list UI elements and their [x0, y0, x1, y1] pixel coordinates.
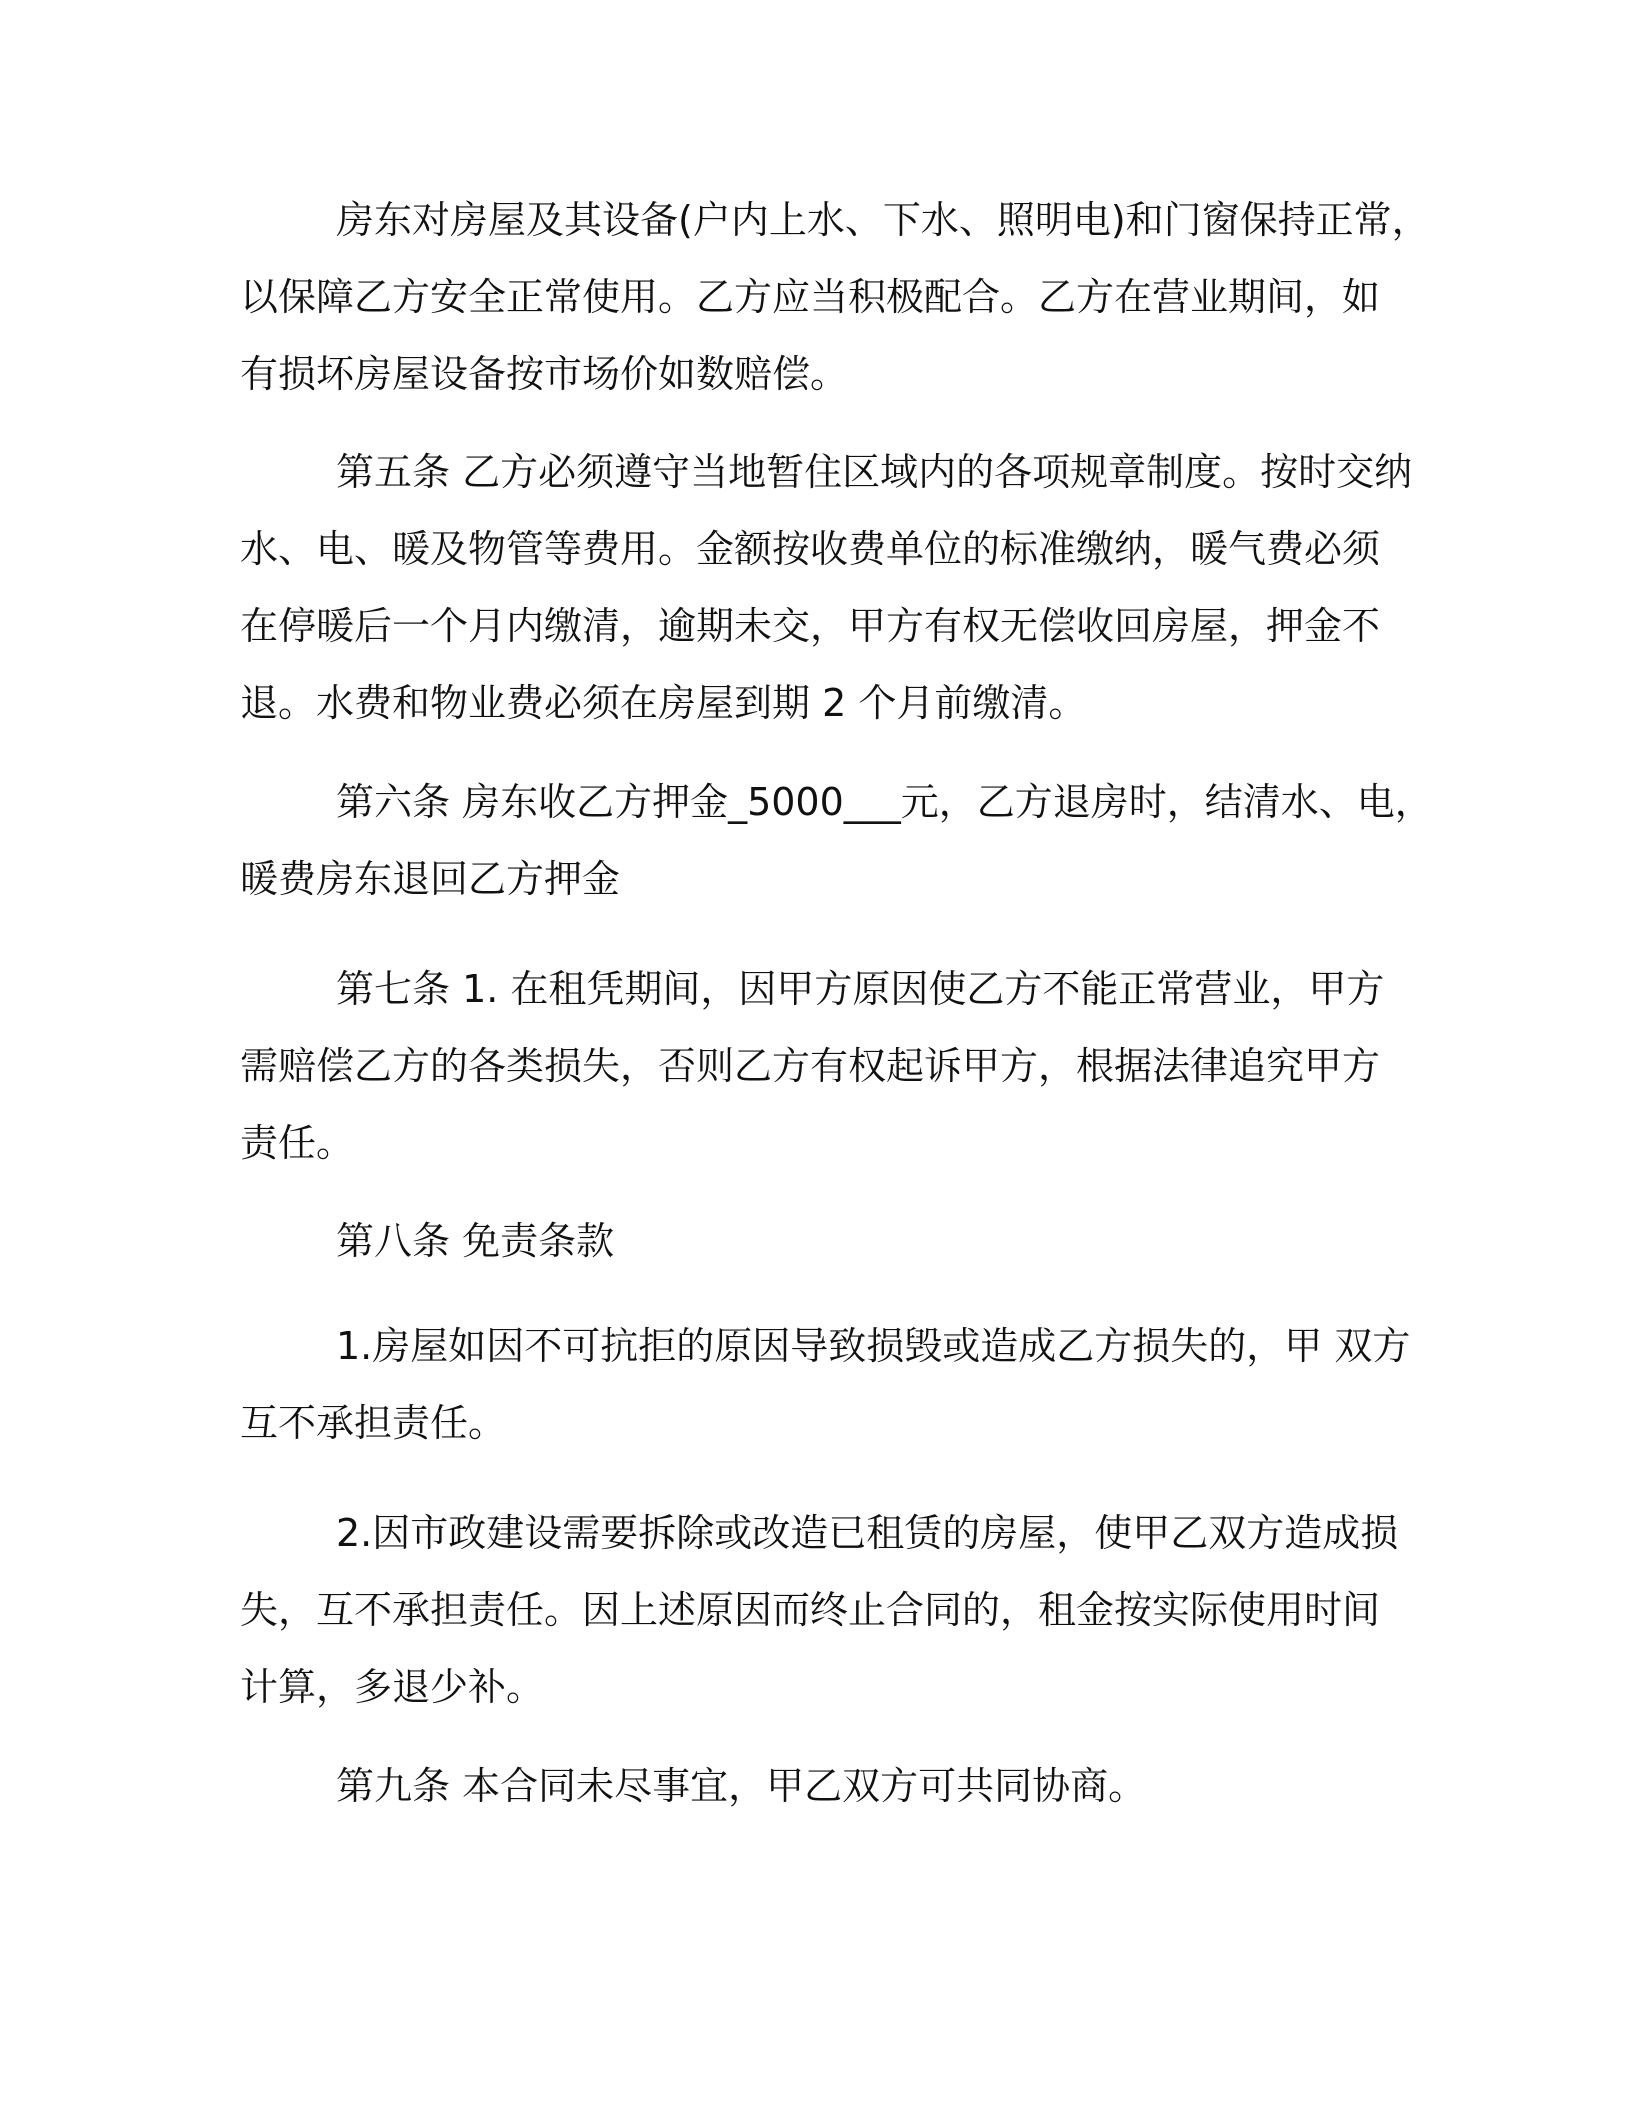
text-line: 在停暖后一个月内缴清，逾期未交，甲方有权无偿收回房屋，押金不 — [240, 604, 1381, 648]
text-line: 互不承担责任。 — [240, 1401, 507, 1445]
paragraph-article-8 — [240, 1203, 1390, 1280]
text-line: 需赔偿乙方的各类损失，否则乙方有权起诉甲方，根据法律追究甲方 — [240, 1044, 1381, 1088]
text-line: 计算，多退少补。 — [240, 1665, 545, 1709]
text-line: 责任。 — [240, 1121, 355, 1165]
paragraph-article-9 — [240, 1748, 1390, 1825]
text-line: 以保障乙方安全正常使用。乙方应当积极配合。乙方在营业期间，如 — [240, 275, 1381, 319]
paragraph-article-6 — [240, 764, 1433, 918]
text-line: 水、电、暖及物管等费用。金额按收费单位的标准缴纳，暖气费必须 — [240, 527, 1381, 571]
text-line: 第八条 免责条款 — [336, 1219, 615, 1263]
text-line: 2.因市政建设需要拆除或改造已租赁的房屋，使甲乙双方造成损 — [336, 1511, 1399, 1555]
paragraph-exemption-2 — [240, 1495, 1399, 1726]
text-line: 退。水费和物业费必须在房屋到期 2 个月前缴清。 — [240, 681, 1087, 725]
text-line: 房东对房屋及其设备(户内上水、下水、照明电)和门窗保持正常， — [336, 198, 1430, 242]
text-line: 暖费房东退回乙方押金 — [240, 857, 621, 901]
text-line: 1.房屋如因不可抗拒的原因导致损毁或造成乙方损失的，甲 双方 — [336, 1324, 1411, 1368]
text-line: 第九条 本合同未尽事宜，甲乙双方可共同协商。 — [336, 1764, 1147, 1808]
paragraph-article-5 — [240, 434, 1413, 742]
paragraph-article-7 — [240, 951, 1390, 1182]
paragraph-equipment-maintenance — [240, 182, 1430, 413]
paragraph-exemption-1 — [240, 1308, 1411, 1462]
text-line: 第六条 房东收乙方押金_5000___元，乙方退房时，结清水、电， — [336, 780, 1433, 824]
text-line: 失，互不承担责任。因上述原因而终止合同的，租金按实际使用时间 — [240, 1588, 1381, 1632]
text-line: 第七条 1. 在租凭期间，因甲方原因使乙方不能正常营业，甲方 — [336, 967, 1385, 1011]
text-line: 有损坏房屋设备按市场价如数赔偿。 — [240, 352, 849, 396]
text-line: 第五条 乙方必须遵守当地暂住区域内的各项规章制度。按时交纳 — [336, 450, 1413, 494]
